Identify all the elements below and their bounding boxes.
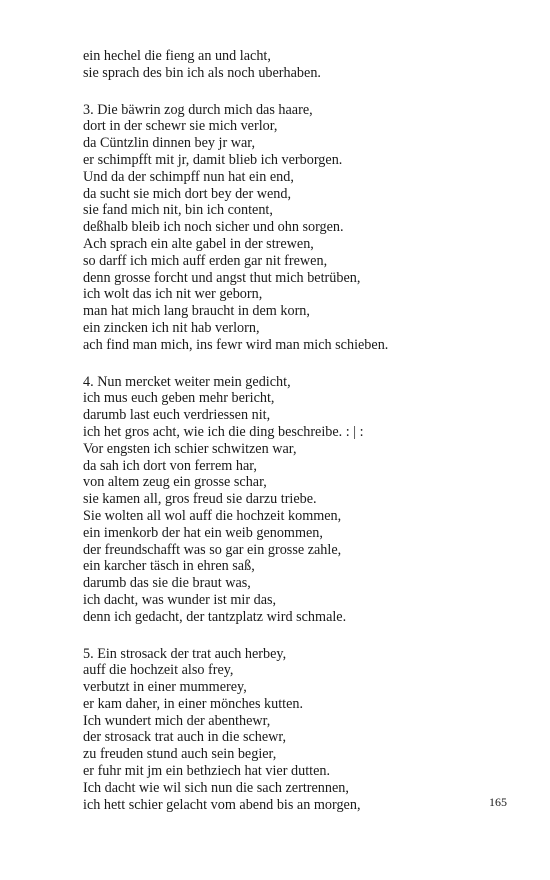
poem-line: zu freuden stund auch sein begier, [83,746,277,763]
poem-line: ich het gros acht, wie ich die ding beschreibe. : | : [83,423,364,440]
poem-line: dort in der schewr sie mich verlor, [83,118,278,135]
poem-line: denn grosse forcht und angst thut mich betrüben, [83,269,361,286]
poem-line: da Cüntzlin dinnen bey jr war, [83,135,256,152]
poem-line: 5. Ein strosack der trat auch herbey, [83,645,287,662]
poem-line: sie kamen all, gros freud sie darzu triebe. [83,491,317,508]
poem-line: ach find man mich, ins fewr wird man mich schieben. [83,336,389,353]
poem-line: ich hett schier gelacht vom abend bis an morgen, [83,796,361,813]
poem-line: deßhalb bleib ich noch sicher und ohn sorgen. [83,219,344,236]
poem-line: er kam daher, in einer mönches kutten. [83,695,304,712]
poem-line: verbutzt in einer mummerey, [83,679,247,696]
poem-line: man hat mich lang braucht in dem korn, [83,303,310,320]
stanza-fragment [83,48,523,82]
poem-line: ein karcher täsch in ehren saß, [83,558,255,575]
poem-line: er fuhr mit jm ein bethziech hat vier dutten. [83,763,331,780]
stanza-5 [83,646,523,814]
poem-line: da sucht sie mich dort bey der wend, [83,185,292,202]
poem-line: ein zincken ich nit hab verlorn, [83,319,260,336]
poem-line: 3. Die bäwrin zog durch mich das haare, [83,101,313,118]
page-number: 165 [489,795,507,809]
poem-line: Und da der schimpff nun hat ein end, [83,168,294,185]
poem-line: Vor engsten ich schier schwitzen war, [83,440,297,457]
poem-line: von altem zeug ein grosse schar, [83,474,267,491]
poem-text [83,48,523,833]
poem-line: darumb das sie die braut was, [83,575,251,592]
poem-line: der freundschafft was so gar ein grosse zahle, [83,541,342,558]
poem-line: darumb last euch verdriessen nit, [83,407,271,424]
poem-line: sie fand mich nit, bin ich content, [83,202,273,219]
poem-line: sie sprach des bin ich als noch uberhaben. [83,64,321,81]
poem-line: da sah ich dort von ferrem har, [83,457,257,474]
poem-line: ich wolt das ich nit wer geborn, [83,286,263,303]
poem-line: er schimpfft mit jr, damit blieb ich verborgen. [83,151,343,168]
poem-line: ein imenkorb der hat ein weib genommen, [83,524,323,541]
poem-line: so darff ich mich auff erden gar nit frewen, [83,252,328,269]
stanza-4 [83,374,523,626]
poem-line: denn ich gedacht, der tantzplatz wird schmale. [83,608,347,625]
poem-line: 4. Nun mercket weiter mein gedicht, [83,373,291,390]
poem-line: ich mus euch geben mehr bericht, [83,390,275,407]
poem-line: Ich dacht wie wil sich nun die sach zertrennen, [83,779,349,796]
poem-line: der strosack trat auch in die schewr, [83,729,287,746]
poem-line: Ach sprach ein alte gabel in der strewen, [83,235,314,252]
poem-line: Sie wolten all wol auff die hochzeit kommen, [83,507,342,524]
poem-line: ein hechel die fieng an und lacht, [83,48,271,64]
poem-line: ich dacht, was wunder ist mir das, [83,591,277,608]
stanza-3 [83,102,523,354]
poem-line: Ich wundert mich der abenthewr, [83,712,271,729]
poem-line: auff die hochzeit also frey, [83,662,234,679]
